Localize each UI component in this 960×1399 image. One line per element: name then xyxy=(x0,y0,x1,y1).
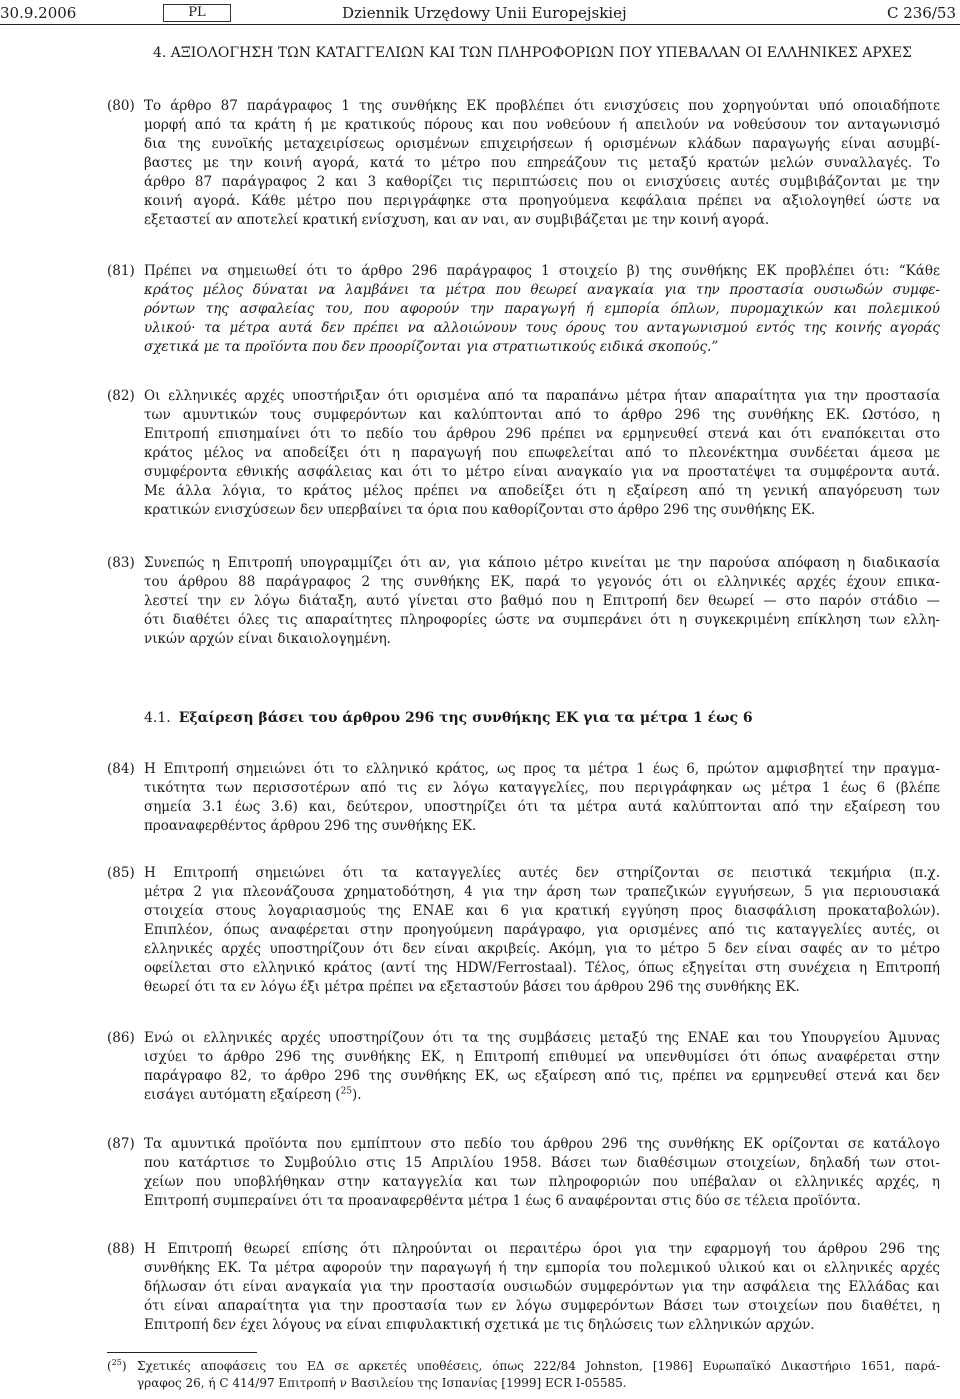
text-line: Επιπλέον, όπως αναφέρεται στην προηγούμενη παράγραφο, για ορισμένες από τις καταγγελίες αυτές, οι xyxy=(144,922,940,938)
footnote-rule xyxy=(107,1352,257,1353)
header-journal: Dziennik Urzędowy Unii Europejskiej xyxy=(342,4,627,22)
text-line: Τα αμυντικά προϊόντα που εμπίπτουν στο πεδίο του άρθρου 296 της συνθήκης ΕΚ ορίζονται σε κατάλογο xyxy=(144,1136,940,1152)
text-line: θεωρεί ότι τα εν λόγω έξι μέτρα πρέπει να εξεταστούν βάσει του άρθρου 296 της συνθήκης ΕΚ. xyxy=(144,979,800,995)
text-line: προαναφερθέντος άρθρου 296 της συνθήκης ΕΚ. xyxy=(144,818,477,834)
text-line: στοιχεία στους λογαριασμούς της ΕΝΑΕ και 6 για κρατική εγγύηση προς διασφάλιση προκαταβολών). xyxy=(144,903,940,919)
header-rule xyxy=(0,24,960,25)
text-line: ότι είναι απαραίτητα για την προστασία των εν λόγω συμφερόντων Βάσει των στοιχείων που διαθέτει, η xyxy=(144,1298,940,1314)
footnote-body xyxy=(137,1358,940,1392)
text-line: των αμυντικών τους συμφερόντων και καλύπτονται από το άρθρο 296 της συνθήκης ΕΚ. Ωστόσο, η xyxy=(144,407,940,423)
text-line: οφείλεται στο ελληνικό κράτος (αντί της HDW/Ferrostaal). Τέλος, όπως εξηγείται στη συνέχεια η Επιτροπή xyxy=(144,960,940,976)
text-line: κοινή αγορά. Κάθε μέτρο που περιγράφηκε στα προηγούμενα κεφάλαια πρέπει να αξιολογηθεί ώστε να xyxy=(144,193,940,209)
text-line: Η Επιτροπή σημειώνει ότι τα καταγγελίες αυτές δεν στηρίζονται σε πειστικά τεκμήρια (π.χ. xyxy=(144,865,940,881)
text-line: σημεία 3.1 έως 3.6) και, δεύτερον, υποστηρίζει ότι τα μέτρα αυτά καλύπτονται από την εξαίρεση του xyxy=(144,799,940,815)
text-line: συμφέροντα εθνικής ασφάλειας και ότι το μέτρο είναι αναγκαίο για να προστατέψει τα συμφέροντα αυτά. xyxy=(144,464,940,480)
text-line: μορφή από τα κράτη ή με κρατικούς πόρους και που νοθεύουν ή απειλούν να νοθεύσουν τον ανταγωνισμό xyxy=(144,117,940,133)
text-line: Η Επιτροπή σημειώνει ότι το ελληνικό κράτος, ως προς τα μέτρα 1 έως 6, πρώτον αμφισβητεί την πραγμα- xyxy=(144,761,940,777)
paragraph-body xyxy=(144,387,940,520)
text-line: ότι διαθέτει όλες τις απαραίτητες πληροφορίες ώστε να συμπεράνει ότι η συγκεκριμένη επίκληση των ελλη- xyxy=(144,612,940,628)
paragraph-number: (88) xyxy=(107,1241,135,1257)
text-line: δια της ευνοϊκής μεταχειρίσεως ορισμένων επιχειρήσεων ή ορισμένων κλάδων παραγωγής είναι ασυμβί- xyxy=(144,136,940,152)
language-badge: PL xyxy=(163,4,231,22)
text-line: Επιτροπή επισημαίνει ότι το πεδίο του άρθρου 296 πρέπει να ερμηνευθεί στενά και ότι εναπόκειται στο xyxy=(144,426,940,442)
text-line: ρόντων της ασφαλείας του, που αφορούν την παραγωγή ή εμπορία όπλων, πυρομαχικών και πολεμικού xyxy=(144,301,940,317)
text-line: νικών αρχών είναι δικαιολογημένη. xyxy=(144,631,391,647)
paragraph-body xyxy=(144,864,940,997)
section-title: 4. ΑΞΙΟΛΟΓΗΣΗ ΤΩΝ ΚΑΤΑΓΓΕΛΙΩΝ ΚΑΙ ΤΩΝ ΠΛΗΡΟΦΟΡΙΩΝ ΠΟΥ ΥΠΕΒΑΛΑΝ ΟΙ ΕΛΛΗΝΙΚΕΣ ΑΡΧΕΣ xyxy=(153,45,912,61)
text-line: Η Επιτροπή θεωρεί επίσης ότι πληρούνται οι περαιτέρω όροι για την εφαρμογή του άρθρου 296 της xyxy=(144,1241,940,1257)
subheading xyxy=(144,710,753,726)
text-line: χείων που υποβλήθηκαν στην καταγγελία και των πληροφοριών που υπέβαλαν οι ελληνικές αρχές, η xyxy=(144,1174,940,1190)
footnote-number: ($^{25}$) xyxy=(107,1358,127,1373)
text-line: κρατικών ενισχύσεων δεν υπερβαίνει τα όρια που καθορίζονται στο άρθρο 296 της συνθήκης ΕΚ. xyxy=(144,502,816,518)
text-line: άρθρο 87 παράγραφος 2 και 3 καθορίζει τις περιπτώσεις που οι ενισχύσεις αυτές συμβιβάζονται με την xyxy=(144,174,940,190)
paragraph-number: (80) xyxy=(107,98,135,114)
text-line: κράτος μέλος δύναται να λαμβάνει τα μέτρα που θεωρεί αναγκαία για την προστασία ουσιωδών συμφε- xyxy=(144,282,940,298)
text-line: Ενώ οι ελληνικές αρχές υποστηρίζουν ότι τα της συμβάσεις μεταξύ της ΕΝΑΕ και του Υπουργείου Άμυνας xyxy=(144,1030,940,1046)
paragraph-body xyxy=(144,1135,940,1211)
paragraph-number: (82) xyxy=(107,388,135,404)
text-line: Πρέπει να σημειωθεί ότι το άρθρο 296 παράγραφος 1 στοιχείο β) της συνθήκης ΕΚ προβλέπει ότι: “Κάθε xyxy=(144,263,940,279)
text-line: παράγραφο 82, το άρθρο 296 της συνθήκης ΕΚ, ως εξαίρεση από τις, πρέπει να ερμηνευθεί στενά και δεν xyxy=(144,1068,940,1084)
paragraph-number: (81) xyxy=(107,263,135,279)
text-line: υλικού· τα μέτρα αυτά δεν πρέπει να αλλοιώνουν τους όρους του ανταγωνισμού εντός της κοινής αγοράς xyxy=(144,320,940,336)
subheading-number: 4.1. xyxy=(144,710,171,726)
text-line: Σχετικές αποφάσεις του ΕΔ σε αρκετές υποθέσεις, όπως 222/84 Johnston, [1986] Ευρωπαϊκό Δικαστήριο 1651, παρά- xyxy=(137,1359,940,1373)
text-segment: ). xyxy=(352,1087,362,1103)
paragraph-number: (84) xyxy=(107,761,135,777)
footnote-number-value: 25 xyxy=(111,1358,122,1367)
text-line: εξεταστεί αν αποτελεί κρατική ενίσχυση, και αν ναι, αν συμβιβάζεται με την κοινή αγορά. xyxy=(144,212,770,228)
text-line: συνθήκης ΕΚ. Τα μέτρα αφορούν την παραγωγή ή την εμπορία του πολεμικού υλικού και οι ελληνικές αρχές xyxy=(144,1260,940,1276)
footnote-reference[interactable]: 25 xyxy=(340,1086,353,1097)
text-line: Με άλλα λόγια, το κράτος μέλος πρέπει να αποδείξει ότι η εξαίρεση από τη γενική απαγόρευση των xyxy=(144,483,940,499)
text-line: Επιτροπή δεν έχει λόγους να είναι επιφυλακτική σχετικά με τις δηλώσεις των ελληνικών αρχών. xyxy=(144,1317,815,1333)
paragraph-body xyxy=(144,1029,940,1105)
header-date: 30.9.2006 xyxy=(0,4,77,22)
text-line: κράτος μέλος να αποδείξει ότι η παραγωγή που επωφελείται από το πλεονέκτημα συνδέεται άμεσα με xyxy=(144,445,940,461)
paragraph-body xyxy=(144,1240,940,1335)
text-line: ισχύει το άρθρο 296 της συνθήκης ΕΚ, η Επιτροπή επιθυμεί να υπενθυμίσει ότι όπως αναφέρεται στην xyxy=(144,1049,940,1065)
text-line: τικότητα των περισσοτέρων από τις εν λόγω καταγγελίες, που περιγράφηκαν ως μέτρα 1 έως 6 (βλέπε xyxy=(144,780,940,796)
text-line: που κατάρτισε το Συμβούλιο στις 15 Απριλίου 1958. Βάσει των διαθέσιμων στοιχείων, δηλαδή των στοι- xyxy=(144,1155,940,1171)
paragraph-number: (85) xyxy=(107,865,135,881)
text-segment: εισάγει αυτόματη εξαίρεση ( xyxy=(144,1087,341,1103)
text-line: Οι ελληνικές αρχές υποστήριξαν ότι ορισμένα από τα παραπάνω μέτρα ήταν απαραίτητα για την προστασία xyxy=(144,388,940,404)
paragraph-number: (87) xyxy=(107,1136,135,1152)
paragraph-number: (83) xyxy=(107,555,135,571)
text-line: δήλωσαν ότι είναι αναγκαία για την προστασία ουσιωδών συμφερόντων για την ασφάλεια της Ελλάδας και xyxy=(144,1279,940,1295)
text-line: Το άρθρο 87 παράγραφος 1 της συνθήκης ΕΚ προβλέπει ότι ενισχύσεις που χορηγούνται υπό οποιαδήποτε xyxy=(144,98,940,114)
subheading-text: Εξαίρεση βάσει του άρθρου 296 της συνθήκης ΕΚ για τα μέτρα 1 έως 6 xyxy=(178,710,753,726)
text-line: Επιτροπή συμπεραίνει ότι τα προαναφερθέντα μέτρα 1 έως 6 αναφέρονται στις δύο σε τέλεια προϊόντα. xyxy=(144,1193,861,1209)
paragraph-body xyxy=(144,554,940,649)
paragraph-body xyxy=(144,262,940,357)
text-line: μέτρα 2 για πλεονάζουσα χρηματοδότηση, 4 για την άρση των τραπεζικών εγγυήσεων, 5 για περιουσιακά xyxy=(144,884,940,900)
header-ref: C 236/53 xyxy=(886,4,956,22)
text-line: γραφος 26, ή C 414/97 Επιτροπή ν Βασιλείου της Ισπανίας [1999] ECR I-05585. xyxy=(137,1376,627,1390)
paragraph-body xyxy=(144,97,940,230)
text-line: του άρθρου 88 παράγραφος 2 της συνθήκης ΕΚ, παρά το γεγονός ότι οι ελληνικές αρχές έχουν επικα- xyxy=(144,574,940,590)
text-line: λεστεί την εν λόγω διάταξη, αυτό γίνεται στο βαθμό που η Επιτροπή δεν θεωρεί — στο παρόν στάδιο — xyxy=(144,593,940,609)
text-line: ελληνικές αρχές υποστηρίζουν ότι δεν είναι ακριβείς. Ακόμη, για το μέτρο 5 δεν είναι σαφές αν το μέτρο xyxy=(144,941,940,957)
text-line xyxy=(144,1086,940,1105)
text-line: βαστες με την κοινή αγορά, κατά το μέτρο που επηρεάζουν τις μεταξύ κρατών μελών συναλλαγές. Το xyxy=(144,155,940,171)
text-line: Συνεπώς η Επιτροπή υπογραμμίζει ότι αν, για κάποιο μέτρο κινείται με την παρούσα απόφαση η διαδικασία xyxy=(144,555,940,571)
text-line: σχετικά με τα προϊόντα που δεν προορίζονται για στρατιωτικούς ειδικά σκοπούς.” xyxy=(144,339,719,355)
paragraph-body xyxy=(144,760,940,836)
paragraph-number: (86) xyxy=(107,1030,135,1046)
